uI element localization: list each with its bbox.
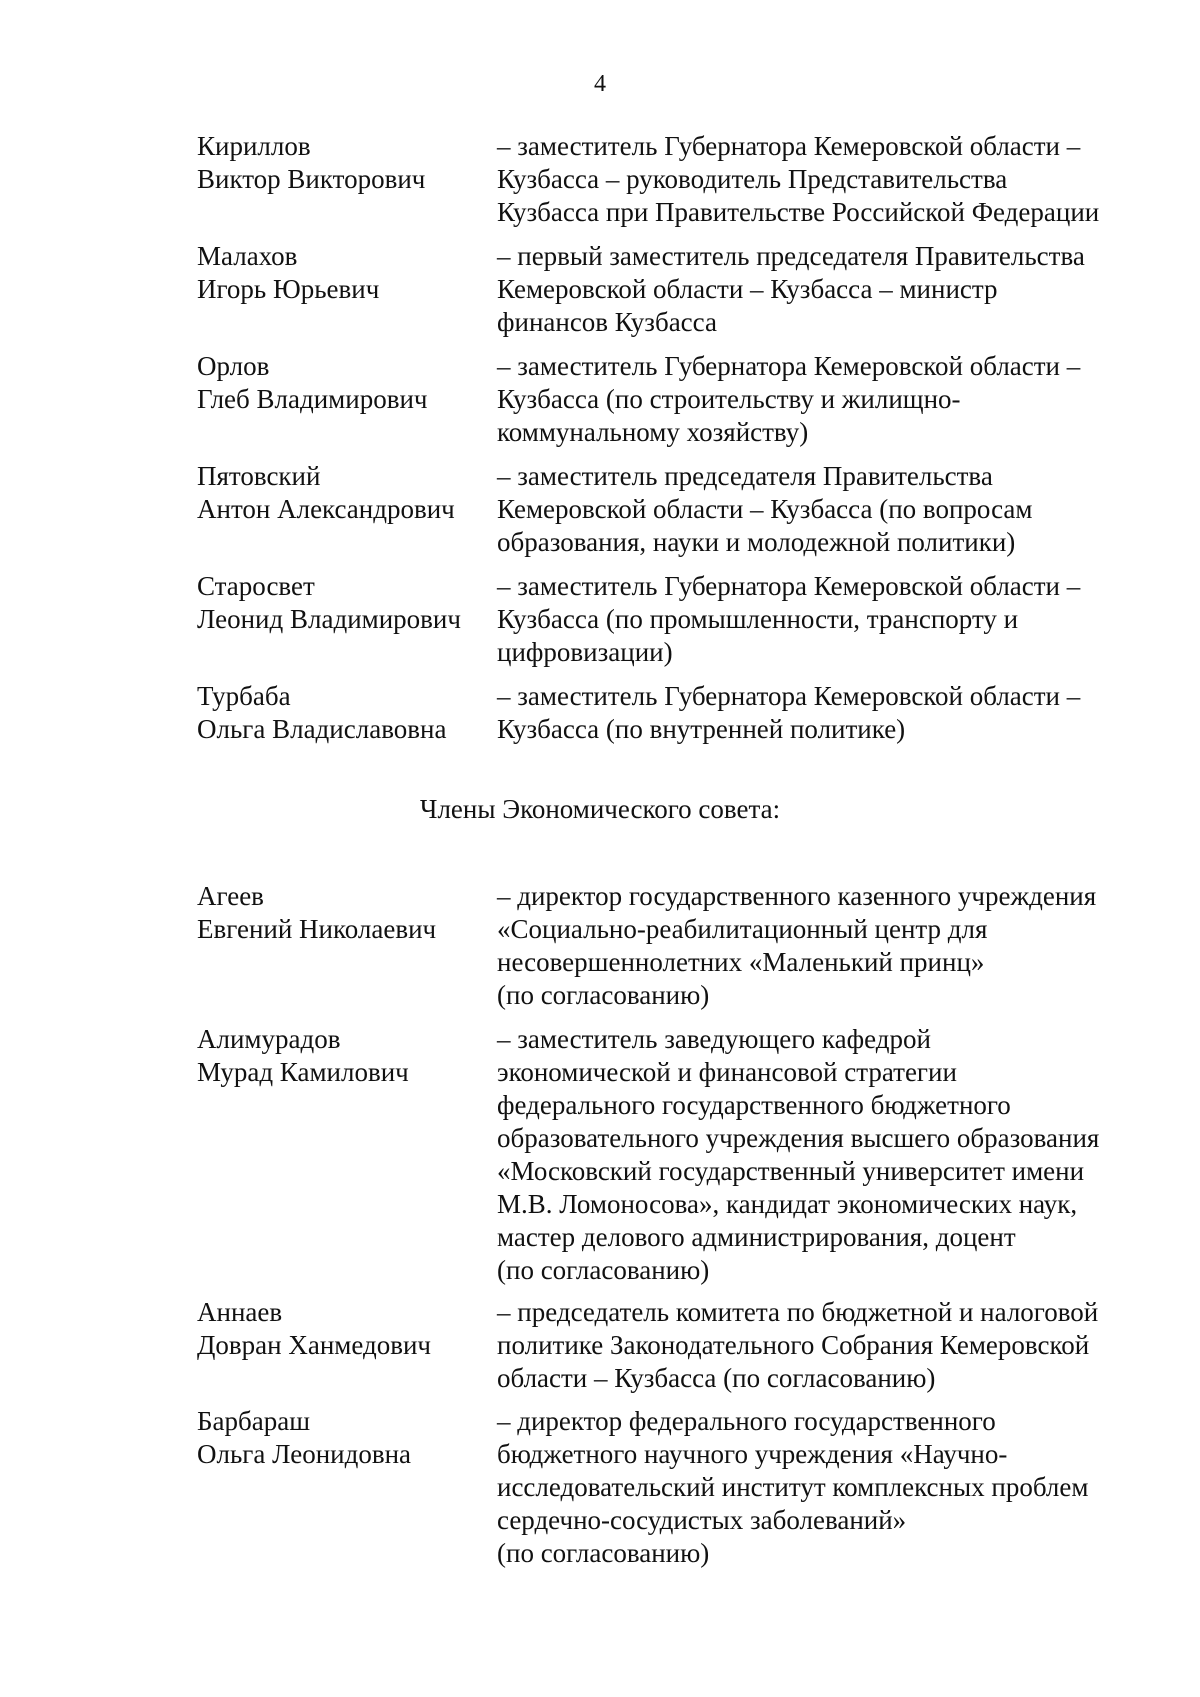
member-given-names: Леонид Владимирович [197, 604, 461, 634]
member-surname: Кириллов [197, 131, 311, 161]
member-role [497, 130, 1147, 229]
role-line: Кузбасса – руководитель Представительства [497, 164, 1008, 194]
member-given-names: Виктор Викторович [197, 164, 426, 194]
member-name [197, 460, 487, 526]
role-line: коммунальному хозяйству) [497, 417, 809, 447]
member-given-names: Игорь Юрьевич [197, 274, 380, 304]
role-line: (по согласованию) [497, 980, 710, 1010]
member-surname: Барбараш [197, 1406, 310, 1436]
member-surname: Агеев [197, 881, 264, 911]
member-role [497, 350, 1147, 449]
role-line: «Московский государственный университет имени [497, 1156, 1085, 1186]
member-given-names: Довран Ханмедович [197, 1330, 432, 1360]
member-given-names: Мурад Камилович [197, 1057, 409, 1087]
member-role [497, 1405, 1147, 1570]
role-line: политике Законодательного Собрания Кемеровской [497, 1330, 1090, 1360]
member-role [497, 240, 1147, 339]
role-line: цифровизации) [497, 637, 673, 667]
role-line: Кузбасса (по внутренней политике) [497, 714, 906, 744]
role-line: «Социально-реабилитационный центр для [497, 914, 988, 944]
role-line: Кузбасса (по строительству и жилищно- [497, 384, 961, 414]
member-surname: Старосвет [197, 571, 315, 601]
page-number: 4 [594, 71, 606, 97]
member-surname: Аннаев [197, 1297, 283, 1327]
member-surname: Алимурадов [197, 1024, 341, 1054]
role-line: образования, науки и молодежной политики) [497, 527, 1016, 557]
role-line: – первый заместитель председателя Правительства [497, 241, 1085, 271]
role-line: мастер делового администрирования, доцент [497, 1222, 1016, 1252]
member-name [197, 680, 487, 746]
role-line: – директор федерального государственного [497, 1406, 996, 1436]
role-line: (по согласованию) [497, 1538, 710, 1568]
member-role [497, 880, 1147, 1012]
member-given-names: Глеб Владимирович [197, 384, 428, 414]
role-line: федерального государственного бюджетного [497, 1090, 1011, 1120]
member-name [197, 350, 487, 416]
role-line: Кузбасса (по промышленности, транспорту и [497, 604, 1019, 634]
role-line: – заместитель Губернатора Кемеровской области – [497, 351, 1081, 381]
role-line: – заместитель Губернатора Кемеровской области – [497, 681, 1081, 711]
member-role [497, 1296, 1147, 1395]
member-name [197, 1023, 487, 1089]
role-line: Кузбасса при Правительстве Российской Федерации [497, 197, 1100, 227]
member-name [197, 1405, 487, 1471]
member-given-names: Ольга Владиславовна [197, 714, 447, 744]
member-role [497, 1023, 1147, 1287]
member-role [497, 680, 1147, 746]
member-surname: Орлов [197, 351, 270, 381]
member-given-names: Антон Александрович [197, 494, 455, 524]
member-surname: Турбаба [197, 681, 291, 711]
role-line: несовершеннолетних «Маленький принц» [497, 947, 985, 977]
role-line: бюджетного научного учреждения «Научно- [497, 1439, 1008, 1469]
role-line: исследовательский институт комплексных проблем [497, 1472, 1089, 1502]
member-name [197, 130, 487, 196]
member-surname: Малахов [197, 241, 298, 271]
role-line: – заместитель Губернатора Кемеровской области – [497, 571, 1081, 601]
role-line: области – Кузбасса (по согласованию) [497, 1363, 936, 1393]
role-line: образовательного учреждения высшего образования [497, 1123, 1100, 1153]
role-line: М.В. Ломоносова», кандидат экономических наук, [497, 1189, 1078, 1219]
role-line: Кемеровской области – Кузбасса (по вопросам [497, 494, 1033, 524]
member-role [497, 570, 1147, 669]
member-surname: Пятовский [197, 461, 321, 491]
role-line: – заместитель заведующего кафедрой [497, 1024, 931, 1054]
member-name [197, 880, 487, 946]
role-line: – заместитель председателя Правительства [497, 461, 993, 491]
member-name [197, 570, 487, 636]
section-heading: Члены Экономического совета: [419, 794, 781, 824]
role-line: – директор государственного казенного учреждения [497, 881, 1097, 911]
role-line: экономической и финансовой стратегии [497, 1057, 957, 1087]
member-given-names: Ольга Леонидовна [197, 1439, 412, 1469]
member-role [497, 460, 1147, 559]
role-line: (по согласованию) [497, 1255, 710, 1285]
member-given-names: Евгений Николаевич [197, 914, 437, 944]
role-line: Кемеровской области – Кузбасса – министр [497, 274, 998, 304]
member-name [197, 1296, 487, 1362]
role-line: сердечно-сосудистых заболеваний» [497, 1505, 907, 1535]
role-line: финансов Кузбасса [497, 307, 717, 337]
role-line: – председатель комитета по бюджетной и налоговой [497, 1297, 1099, 1327]
role-line: – заместитель Губернатора Кемеровской области – [497, 131, 1081, 161]
member-name [197, 240, 487, 306]
